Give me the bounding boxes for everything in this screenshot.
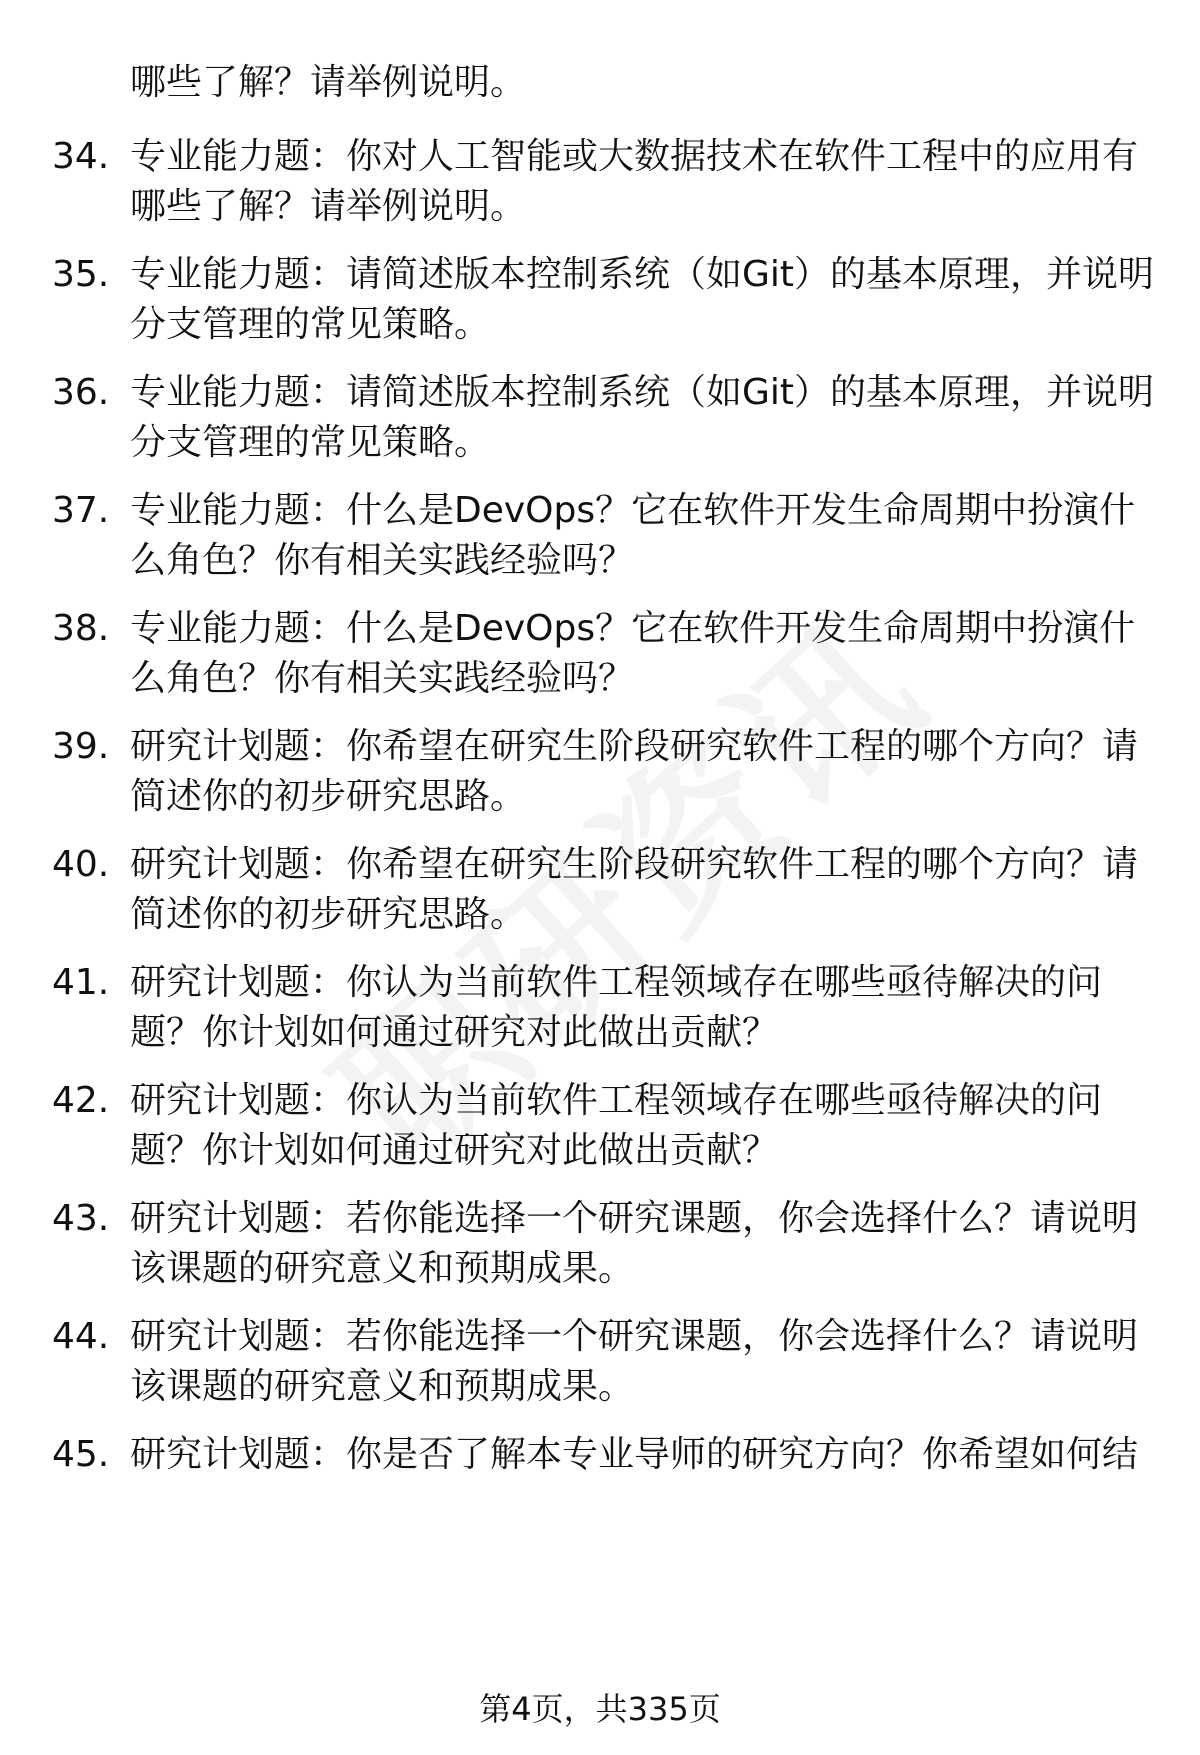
question-number: 40. [52, 844, 110, 885]
question-number: 36. [52, 372, 110, 413]
question-line: 简述你的初步研究思路。 [130, 894, 527, 935]
question-text [130, 250, 1155, 350]
question-line: 分支管理的常见策略。 [130, 304, 491, 345]
question-text [130, 958, 1150, 1058]
question-line: 么角色？你有相关实践经验吗？ [130, 540, 635, 581]
question-number: 37. [52, 490, 110, 531]
question-line: 该课题的研究意义和预期成果。 [130, 1248, 635, 1289]
question-line: 哪些了解？请举例说明。 [130, 186, 527, 227]
question-line: 专业能力题：请简述版本控制系统（如Git）的基本原理，并说明 [130, 254, 1155, 295]
question-number: 41. [52, 962, 110, 1003]
question-number: 39. [52, 726, 110, 767]
question-text [130, 1312, 1150, 1412]
question-text [130, 1076, 1150, 1176]
question-line: 专业能力题：你对人工智能或大数据技术在软件工程中的应用有 [130, 136, 1139, 177]
question-line: 简述你的初步研究思路。 [130, 776, 527, 817]
question-line: 专业能力题：请简述版本控制系统（如Git）的基本原理，并说明 [130, 372, 1155, 413]
question-line: 该课题的研究意义和预期成果。 [130, 1366, 635, 1407]
question-text [130, 1194, 1150, 1294]
question-text [130, 368, 1155, 468]
question-text [130, 132, 1150, 232]
question-line: 题？你计划如何通过研究对此做出贡献？ [130, 1012, 779, 1053]
question-line: 研究计划题：你是否了解本专业导师的研究方向？你希望如何结 [130, 1434, 1139, 1475]
continuation-line: 哪些了解？请举例说明。 [130, 62, 527, 103]
question-number: 35. [52, 254, 110, 295]
question-number: 34. [52, 136, 110, 177]
question-line: 研究计划题：若你能选择一个研究课题，你会选择什么？请说明 [130, 1198, 1139, 1239]
question-line: 研究计划题：你希望在研究生阶段研究软件工程的哪个方向？请 [130, 726, 1139, 767]
question-line: 么角色？你有相关实践经验吗？ [130, 658, 635, 699]
question-text [130, 604, 1150, 704]
question-line: 研究计划题：你认为当前软件工程领域存在哪些亟待解决的问 [130, 962, 1103, 1003]
question-line: 研究计划题：你认为当前软件工程领域存在哪些亟待解决的问 [130, 1080, 1103, 1121]
question-text [130, 722, 1150, 822]
question-line: 分支管理的常见策略。 [130, 422, 491, 463]
question-text [130, 1430, 1150, 1480]
question-line: 专业能力题：什么是DevOps？它在软件开发生命周期中扮演什 [130, 608, 1136, 649]
question-number: 38. [52, 608, 110, 649]
question-line: 题？你计划如何通过研究对此做出贡献？ [130, 1130, 779, 1171]
question-text [130, 486, 1150, 586]
question-number: 43. [52, 1198, 110, 1239]
question-number: 44. [52, 1316, 110, 1357]
question-line: 研究计划题：你希望在研究生阶段研究软件工程的哪个方向？请 [130, 844, 1139, 885]
question-number: 42. [52, 1080, 110, 1121]
question-line: 研究计划题：若你能选择一个研究课题，你会选择什么？请说明 [130, 1316, 1139, 1357]
question-text [130, 840, 1150, 940]
question-number: 45. [52, 1434, 110, 1475]
question-line: 专业能力题：什么是DevOps？它在软件开发生命周期中扮演什 [130, 490, 1136, 531]
page-footer: 第4页，共335页 [479, 1690, 721, 1728]
